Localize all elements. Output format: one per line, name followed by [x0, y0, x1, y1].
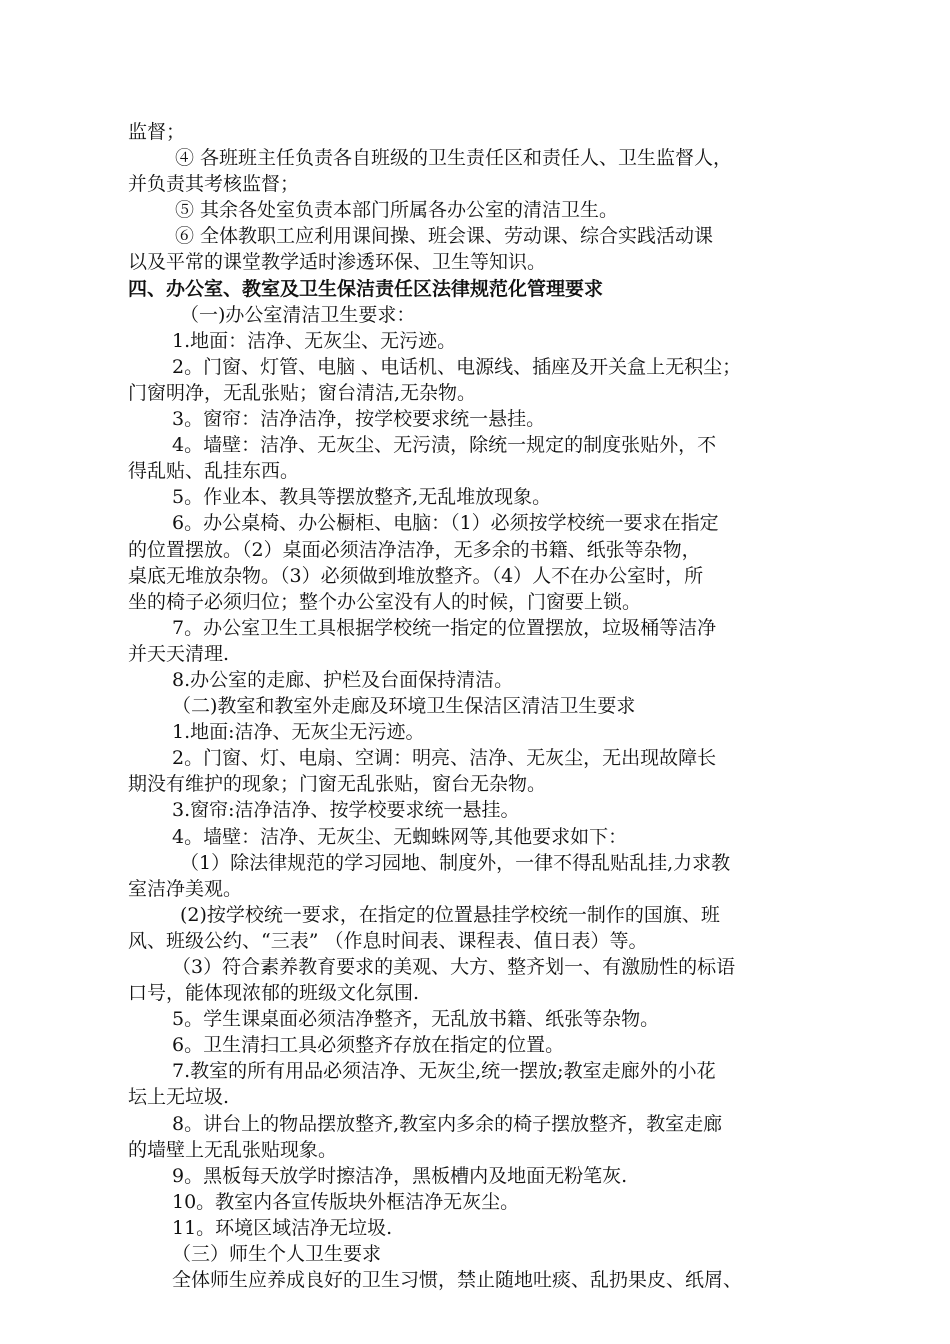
text-line: 桌底无堆放杂物。（3）必须做到堆放整齐。（4）人不在办公室时，所 — [128, 564, 704, 587]
text-line: （3）符合素养教育要求的美观、大方、整齐划一、有激励性的标语 — [172, 956, 736, 978]
text-line: 6。办公桌椅、办公橱柜、电脑：（1）必须按学校统一要求在指定 — [172, 512, 719, 535]
text-line: 5。学生课桌面必须洁净整齐，无乱放书籍、纸张等杂物。 — [172, 1008, 660, 1031]
text-line: 3。窗帘：洁净洁净，按学校要求统一悬挂。 — [172, 408, 546, 431]
text-line: 1.地面：洁净、无灰尘、无污迹。 — [172, 329, 457, 352]
text-line: 3.窗帘:洁净洁净、按学校要求统一悬挂。 — [172, 799, 520, 822]
text-line: 2。门窗、灯管、电脑 、电话机、电源线、插座及开关盒上无积尘； — [172, 355, 742, 378]
text-line: 并天天清理. — [128, 642, 230, 665]
text-line: 7。办公室卫生工具根据学校统一指定的位置摆放，垃圾桶等洁净 — [172, 616, 717, 639]
text-line: 8.办公室的走廊、护栏及台面保持清洁。 — [172, 668, 514, 691]
text-line: ⑤ 其余各处室负责本部门所属各办公室的清洁卫生。 — [175, 199, 619, 222]
subsection-heading: （二)教室和教室外走廊及环境卫生保洁区清洁卫生要求 — [172, 695, 636, 718]
text-line: 门窗明净，无乱张贴；窗台清洁,无杂物。 — [128, 381, 477, 404]
text-line: 监督； — [128, 121, 186, 143]
text-line: 坐的椅子必须归位；整个办公室没有人的时候，门窗要上锁。 — [128, 590, 642, 613]
document-body — [128, 119, 828, 1293]
text-line: 8。讲台上的物品摆放整齐,教室内多余的椅子摆放整齐，教室走廊 — [172, 1112, 723, 1135]
text-line: 的墙壁上无乱张贴现象。 — [128, 1138, 338, 1161]
text-line: 的位置摆放。（2）桌面必须洁净洁净，无多余的书籍、纸张等杂物， — [128, 538, 701, 561]
text-line: 得乱贴、乱挂东西。 — [128, 460, 300, 483]
text-line: 5。作业本、教具等摆放整齐,无乱堆放现象。 — [172, 486, 552, 509]
text-line: 4。墙壁：洁净、无灰尘、无蜘蛛网等,其他要求如下： — [172, 825, 628, 848]
text-line: 全体师生应养成良好的卫生习惯，禁止随地吐痰、乱扔果皮、纸屑、 — [172, 1269, 743, 1292]
text-line: ⑥ 全体教职工应利用课间操、班会课、劳动课、综合实践活动课 — [175, 225, 714, 248]
subsection-heading: （三）师生个人卫生要求 — [172, 1243, 382, 1266]
text-line: 2。门窗、灯、电扇、空调：明亮、洁净、无灰尘，无出现故障长 — [172, 747, 717, 770]
text-line: (2)按学校统一要求，在指定的位置悬挂学校统一制作的国旗、班 — [180, 903, 720, 926]
text-line: 口号，能体现浓郁的班级文化氛围. — [128, 982, 420, 1005]
text-line: ④ 各班班主任负责各自班级的卫生责任区和责任人、卫生监督人， — [175, 147, 733, 170]
text-line: 并负责其考核监督； — [128, 173, 300, 196]
text-line: （1）除法律规范的学习园地、制度外，一律不得乱贴乱挂,力求教 — [180, 851, 731, 874]
text-line: 9。黑板每天放学时擦洁净，黑板槽内及地面无粉笔灰. — [172, 1164, 628, 1187]
text-line: 室洁净美观。 — [128, 877, 243, 900]
text-line: 7.教室的所有用品必须洁净、无灰尘,统一摆放;教室走廊外的小花 — [172, 1060, 716, 1083]
text-line: 以及平常的课堂教学适时渗透环保、卫生等知识。 — [128, 251, 547, 274]
text-line: 期没有维护的现象；门窗无乱张贴，窗台无杂物。 — [128, 773, 547, 796]
text-line: 4。墙壁：洁净、无灰尘、无污渍，除统一规定的制度张贴外，不 — [172, 434, 717, 457]
text-line: 11。环境区域洁净无垃圾. — [172, 1216, 393, 1239]
text-line: 1.地面:洁净、无灰尘无污迹。 — [172, 721, 425, 744]
text-line: 10。教室内各宣传版块外框洁净无灰尘。 — [172, 1190, 520, 1213]
section-heading: 四、办公室、教室及卫生保洁责任区法律规范化管理要求 — [128, 277, 604, 300]
text-line: 坛上无垃圾. — [128, 1086, 230, 1109]
text-line: 6。卫生清扫工具必须整齐存放在指定的位置。 — [172, 1034, 565, 1057]
text-line: 风、班级公约、“三表” （作息时间表、课程表、值日表）等。 — [128, 929, 648, 952]
subsection-heading: （一)办公室清洁卫生要求： — [180, 303, 416, 326]
